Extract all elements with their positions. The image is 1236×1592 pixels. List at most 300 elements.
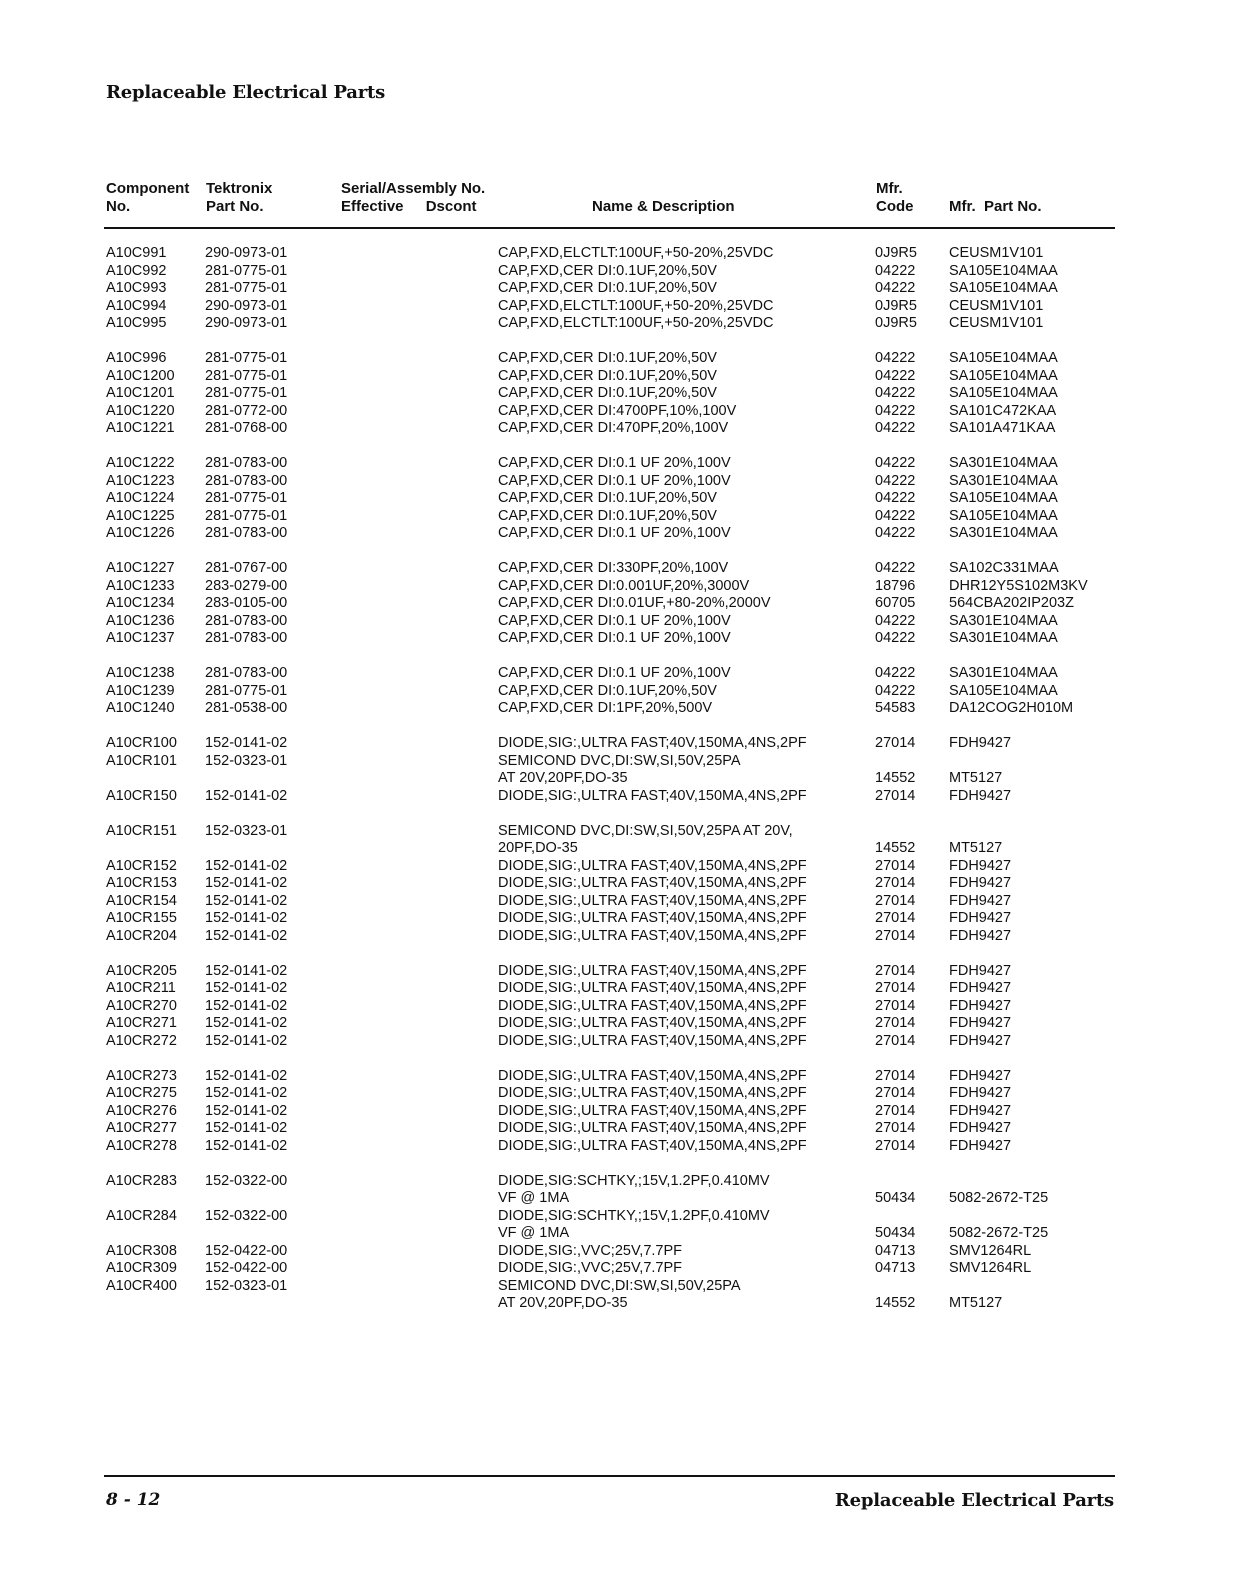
mfr-part-no-cell: FDH9427 <box>949 1137 1012 1154</box>
description-cell: DIODE,SIG:,VVC;25V,7.7PF <box>498 1242 683 1259</box>
component-no-cell: A10CR277 <box>106 1120 177 1136</box>
mfr-code-cell: 27014 <box>875 1032 916 1049</box>
table-row <box>0 893 1236 911</box>
description-cell: VF @ 1MA <box>498 1225 570 1241</box>
table-row <box>0 980 1236 998</box>
table-row <box>0 420 1236 438</box>
mfr-code-cell: 04222 <box>875 490 916 506</box>
description-cell: 20PF,DO-35 <box>498 840 578 856</box>
mfr-part-no-cell: FDH9427 <box>949 1015 1012 1031</box>
mfr-part-no-cell: FDH9427 <box>949 875 1012 891</box>
header-tektronix <box>206 180 272 216</box>
description-cell: CAP,FXD,CER DI:0.1 UF 20%,100V <box>498 630 731 646</box>
tektronix-part-no-cell: 152-0141-02 <box>205 997 288 1014</box>
mfr-part-no-cell: SA105E104MAA <box>949 262 1058 279</box>
description-cell: DIODE,SIG:,ULTRA FAST;40V,150MA,4NS,2PF <box>498 787 807 804</box>
component-no-cell: A10CR204 <box>106 927 177 944</box>
description-cell: DIODE,SIG:,ULTRA FAST;40V,150MA,4NS,2PF <box>498 875 807 891</box>
tektronix-part-no-cell: 152-0141-02 <box>205 980 288 996</box>
mfr-part-no-cell: SA301E104MAA <box>949 472 1058 489</box>
description-cell: CAP,FXD,CER DI:0.1 UF 20%,100V <box>498 472 731 489</box>
description-cell: DIODE,SIG:SCHTKY,;15V,1.2PF,0.410MV <box>498 1207 770 1224</box>
tektronix-part-no-cell: 152-0141-02 <box>205 1067 288 1084</box>
mfr-part-no-cell: FDH9427 <box>949 892 1012 909</box>
mfr-part-no-cell: 5082-2672-T25 <box>949 1225 1049 1241</box>
header-part-no-label: Part No. <box>206 198 264 215</box>
table-row <box>0 735 1236 753</box>
tektronix-part-no-cell: 281-0775-01 <box>205 280 288 296</box>
header-component-label: Component <box>106 180 190 197</box>
component-no-cell: A10C995 <box>106 315 167 331</box>
table-row <box>0 700 1236 718</box>
table-row <box>0 1033 1236 1051</box>
header-component <box>106 180 189 216</box>
table-row <box>0 1260 1236 1278</box>
component-no-cell: A10C993 <box>106 280 167 296</box>
table-row <box>0 613 1236 631</box>
mfr-code-cell: 27014 <box>875 735 916 751</box>
mfr-part-no-cell: FDH9427 <box>949 962 1012 979</box>
mfr-code-cell: 04222 <box>875 350 916 366</box>
tektronix-part-no-cell: 281-0783-00 <box>205 630 288 646</box>
description-cell: CAP,FXD,CER DI:0.1 UF 20%,100V <box>498 455 731 471</box>
mfr-code-cell: 60705 <box>875 595 916 611</box>
description-cell: DIODE,SIG:,ULTRA FAST;40V,150MA,4NS,2PF <box>498 857 807 874</box>
page-title: Replaceable Electrical Parts <box>106 82 386 103</box>
table-row <box>0 490 1236 508</box>
mfr-code-cell: 27014 <box>875 997 916 1014</box>
mfr-code-cell: 27014 <box>875 1120 916 1136</box>
tektronix-part-no-cell: 152-0141-02 <box>205 735 288 751</box>
component-no-cell: A10C1233 <box>106 577 175 594</box>
mfr-code-cell: 04222 <box>875 367 916 384</box>
mfr-code-cell: 04222 <box>875 682 916 699</box>
table-row <box>0 560 1236 578</box>
description-cell: DIODE,SIG:,ULTRA FAST;40V,150MA,4NS,2PF <box>498 1137 807 1154</box>
component-no-cell: A10C1222 <box>106 455 175 471</box>
header-serial-label: Serial/Assembly No. <box>341 180 486 197</box>
mfr-part-no-cell: MT5127 <box>949 770 1003 786</box>
description-cell: CAP,FXD,ELCTLT:100UF,+50-20%,25VDC <box>498 315 774 331</box>
component-no-cell: A10C1234 <box>106 595 175 611</box>
mfr-part-no-cell: MT5127 <box>949 1295 1003 1311</box>
tektronix-part-no-cell: 152-0141-02 <box>205 1120 288 1136</box>
mfr-part-no-cell: SA105E104MAA <box>949 682 1058 699</box>
component-no-cell: A10CR270 <box>106 997 177 1014</box>
mfr-part-no-cell: SMV1264RL <box>949 1242 1032 1259</box>
tektronix-part-no-cell: 152-0422-00 <box>205 1242 288 1259</box>
table-row <box>0 875 1236 893</box>
header-component-no-label: No. <box>106 198 131 215</box>
component-no-cell: A10CR283 <box>106 1172 177 1189</box>
component-no-cell: A10C1236 <box>106 612 175 629</box>
component-no-cell: A10CR150 <box>106 787 177 804</box>
mfr-code-cell: 04222 <box>875 385 916 401</box>
tektronix-part-no-cell: 281-0775-01 <box>205 385 288 401</box>
table-row <box>0 1225 1236 1243</box>
mfr-part-no-cell: FDH9427 <box>949 1102 1012 1119</box>
tektronix-part-no-cell: 152-0422-00 <box>205 1260 288 1276</box>
mfr-code-cell: 04222 <box>875 455 916 471</box>
tektronix-part-no-cell: 152-0141-02 <box>205 1085 288 1101</box>
header-mfr-label: Mfr. <box>876 180 903 197</box>
tektronix-part-no-cell: 152-0141-02 <box>205 1137 288 1154</box>
tektronix-part-no-cell: 281-0775-01 <box>205 682 288 699</box>
mfr-part-no-cell: DA12COG2H010M <box>949 700 1074 716</box>
mfr-code-cell: 04222 <box>875 420 916 436</box>
description-cell: VF @ 1MA <box>498 1190 570 1206</box>
description-cell: CAP,FXD,CER DI:470PF,20%,100V <box>498 420 729 436</box>
table-row <box>0 1243 1236 1261</box>
component-no-cell: A10C992 <box>106 262 167 279</box>
header-tektronix-label: Tektronix <box>206 180 273 197</box>
component-no-cell: A10CR155 <box>106 910 177 926</box>
description-cell: DIODE,SIG:,ULTRA FAST;40V,150MA,4NS,2PF <box>498 1102 807 1119</box>
tektronix-part-no-cell: 281-0767-00 <box>205 560 288 576</box>
mfr-code-cell: 14552 <box>875 1295 916 1311</box>
mfr-part-no-cell: SA301E104MAA <box>949 455 1058 471</box>
description-cell: SEMICOND DVC,DI:SW,SI,50V,25PA <box>498 1277 741 1294</box>
table-row <box>0 683 1236 701</box>
description-cell: CAP,FXD,CER DI:0.1UF,20%,50V <box>498 350 717 366</box>
mfr-part-no-cell: SA301E104MAA <box>949 665 1058 681</box>
mfr-part-no-cell: CEUSM1V101 <box>949 315 1044 331</box>
mfr-code-cell: 04222 <box>875 560 916 576</box>
table-row <box>0 455 1236 473</box>
table-row <box>0 245 1236 263</box>
description-cell: CAP,FXD,CER DI:0.01UF,+80-20%,2000V <box>498 595 771 611</box>
mfr-code-cell: 27014 <box>875 857 916 874</box>
tektronix-part-no-cell: 152-0141-02 <box>205 1032 288 1049</box>
mfr-part-no-cell: FDH9427 <box>949 857 1012 874</box>
component-no-cell: A10C1224 <box>106 490 175 506</box>
mfr-part-no-cell: FDH9427 <box>949 1120 1012 1136</box>
mfr-code-cell: 27014 <box>875 1102 916 1119</box>
table-row <box>0 385 1236 403</box>
mfr-part-no-cell: FDH9427 <box>949 927 1012 944</box>
mfr-code-cell: 27014 <box>875 787 916 804</box>
mfr-code-cell: 04713 <box>875 1242 916 1259</box>
mfr-part-no-cell: SA105E104MAA <box>949 507 1058 524</box>
component-no-cell: A10CR272 <box>106 1032 177 1049</box>
mfr-part-no-cell: 564CBA202IP203Z <box>949 595 1074 611</box>
tektronix-part-no-cell: 281-0775-01 <box>205 262 288 279</box>
tektronix-part-no-cell: 152-0141-02 <box>205 927 288 944</box>
description-cell: AT 20V,20PF,DO-35 <box>498 1295 628 1311</box>
table-row <box>0 910 1236 928</box>
mfr-code-cell: 27014 <box>875 1067 916 1084</box>
component-no-cell: A10C1227 <box>106 560 175 576</box>
tektronix-part-no-cell: 283-0279-00 <box>205 577 288 594</box>
mfr-part-no-cell: SMV1264RL <box>949 1260 1032 1276</box>
table-row <box>0 473 1236 491</box>
tektronix-part-no-cell: 152-0323-01 <box>205 1277 288 1294</box>
mfr-part-no-cell: FDH9427 <box>949 1085 1012 1101</box>
mfr-code-cell: 27014 <box>875 927 916 944</box>
component-no-cell: A10CR308 <box>106 1242 177 1259</box>
description-cell: DIODE,SIG:SCHTKY,;15V,1.2PF,0.410MV <box>498 1172 770 1189</box>
component-no-cell: A10CR151 <box>106 822 177 839</box>
table-row <box>0 1173 1236 1191</box>
mfr-code-cell: 27014 <box>875 875 916 891</box>
description-cell: DIODE,SIG:,ULTRA FAST;40V,150MA,4NS,2PF <box>498 980 807 996</box>
description-cell: CAP,FXD,CER DI:0.1UF,20%,50V <box>498 682 717 699</box>
tektronix-part-no-cell: 281-0775-01 <box>205 490 288 506</box>
description-cell: SEMICOND DVC,DI:SW,SI,50V,25PA AT 20V, <box>498 822 793 839</box>
tektronix-part-no-cell: 290-0973-01 <box>205 245 288 261</box>
table-row <box>0 1068 1236 1086</box>
tektronix-part-no-cell: 281-0783-00 <box>205 612 288 629</box>
mfr-code-cell: 04222 <box>875 630 916 646</box>
component-no-cell: A10C1221 <box>106 420 175 436</box>
tektronix-part-no-cell: 152-0141-02 <box>205 875 288 891</box>
description-cell: CAP,FXD,CER DI:0.1UF,20%,50V <box>498 367 717 384</box>
description-cell: DIODE,SIG:,ULTRA FAST;40V,150MA,4NS,2PF <box>498 735 807 751</box>
mfr-code-cell: 50434 <box>875 1190 916 1206</box>
mfr-code-cell: 27014 <box>875 980 916 996</box>
component-no-cell: A10CR275 <box>106 1085 177 1101</box>
component-no-cell: A10CR278 <box>106 1137 177 1154</box>
tektronix-part-no-cell: 281-0538-00 <box>205 700 288 716</box>
table-row <box>0 840 1236 858</box>
component-no-cell: A10C1237 <box>106 630 175 646</box>
mfr-part-no-cell: SA101C472KAA <box>949 402 1057 419</box>
component-no-cell: A10C991 <box>106 245 167 261</box>
table-row <box>0 350 1236 368</box>
mfr-part-no-cell: SA105E104MAA <box>949 280 1058 296</box>
table-row <box>0 630 1236 648</box>
mfr-part-no-cell: CEUSM1V101 <box>949 245 1044 261</box>
mfr-code-cell: 04222 <box>875 525 916 541</box>
component-no-cell: A10CR284 <box>106 1207 177 1224</box>
table-row <box>0 508 1236 526</box>
description-cell: DIODE,SIG:,ULTRA FAST;40V,150MA,4NS,2PF <box>498 997 807 1014</box>
component-no-cell: A10C1220 <box>106 402 175 419</box>
component-no-cell: A10CR153 <box>106 875 177 891</box>
description-cell: CAP,FXD,CER DI:0.1UF,20%,50V <box>498 507 717 524</box>
description-cell: DIODE,SIG:,ULTRA FAST;40V,150MA,4NS,2PF <box>498 1085 807 1101</box>
header-code-label: Code <box>876 198 914 215</box>
mfr-part-no-cell: SA101A471KAA <box>949 420 1056 436</box>
mfr-part-no-cell: SA301E104MAA <box>949 612 1058 629</box>
mfr-code-cell: 27014 <box>875 962 916 979</box>
mfr-part-no-cell: FDH9427 <box>949 997 1012 1014</box>
mfr-part-no-cell: SA102C331MAA <box>949 560 1059 576</box>
tektronix-part-no-cell: 152-0141-02 <box>205 1102 288 1119</box>
table-row <box>0 963 1236 981</box>
mfr-part-no-cell: SA105E104MAA <box>949 350 1058 366</box>
description-cell: CAP,FXD,CER DI:0.1UF,20%,50V <box>498 280 717 296</box>
description-cell: DIODE,SIG:,ULTRA FAST;40V,150MA,4NS,2PF <box>498 1032 807 1049</box>
tektronix-part-no-cell: 281-0772-00 <box>205 402 288 419</box>
table-row <box>0 315 1236 333</box>
component-no-cell: A10C994 <box>106 297 167 314</box>
table-row <box>0 928 1236 946</box>
mfr-code-cell: 04222 <box>875 472 916 489</box>
table-row <box>0 1138 1236 1156</box>
description-cell: CAP,FXD,CER DI:0.1 UF 20%,100V <box>498 525 731 541</box>
table-row <box>0 595 1236 613</box>
table-row <box>0 1208 1236 1226</box>
tektronix-part-no-cell: 152-0322-00 <box>205 1172 288 1189</box>
description-cell: DIODE,SIG:,ULTRA FAST;40V,150MA,4NS,2PF <box>498 927 807 944</box>
component-no-cell: A10C1201 <box>106 385 175 401</box>
mfr-part-no-cell: 5082-2672-T25 <box>949 1190 1049 1206</box>
component-no-cell: A10CR154 <box>106 892 177 909</box>
table-row <box>0 403 1236 421</box>
description-cell: CAP,FXD,CER DI:0.1UF,20%,50V <box>498 490 717 506</box>
tektronix-part-no-cell: 281-0783-00 <box>205 665 288 681</box>
tektronix-part-no-cell: 281-0783-00 <box>205 472 288 489</box>
tektronix-part-no-cell: 281-0775-01 <box>205 507 288 524</box>
tektronix-part-no-cell: 281-0775-01 <box>205 367 288 384</box>
description-cell: DIODE,SIG:,ULTRA FAST;40V,150MA,4NS,2PF <box>498 910 807 926</box>
mfr-part-no-cell: SA105E104MAA <box>949 385 1058 401</box>
tektronix-part-no-cell: 152-0141-02 <box>205 1015 288 1031</box>
component-no-cell: A10CR211 <box>106 980 176 996</box>
header-rule <box>104 227 1115 229</box>
component-no-cell: A10C1239 <box>106 682 175 699</box>
description-cell: CAP,FXD,CER DI:0.1 UF 20%,100V <box>498 665 731 681</box>
description-cell: CAP,FXD,CER DI:0.1 UF 20%,100V <box>498 612 731 629</box>
header-dscont-label: Dscont <box>425 198 477 215</box>
component-no-cell: A10C1240 <box>106 700 175 716</box>
mfr-code-cell: 0J9R5 <box>875 297 917 314</box>
tektronix-part-no-cell: 281-0783-00 <box>205 455 288 471</box>
description-cell: CAP,FXD,CER DI:330PF,20%,100V <box>498 560 729 576</box>
tektronix-part-no-cell: 281-0775-01 <box>205 350 288 366</box>
tektronix-part-no-cell: 281-0768-00 <box>205 420 288 436</box>
description-cell: CAP,FXD,CER DI:1PF,20%,500V <box>498 700 713 716</box>
table-row <box>0 1103 1236 1121</box>
component-no-cell: A10C996 <box>106 350 167 366</box>
mfr-part-no-cell: FDH9427 <box>949 787 1012 804</box>
footer-title: Replaceable Electrical Parts <box>834 1490 1114 1511</box>
mfr-part-no-cell: SA301E104MAA <box>949 630 1058 646</box>
table-row <box>0 1190 1236 1208</box>
mfr-code-cell: 04222 <box>875 262 916 279</box>
tektronix-part-no-cell: 152-0141-02 <box>205 787 288 804</box>
component-no-cell: A10CR400 <box>106 1277 177 1294</box>
mfr-part-no-cell: SA301E104MAA <box>949 525 1058 541</box>
table-row <box>0 1015 1236 1033</box>
tektronix-part-no-cell: 283-0105-00 <box>205 595 288 611</box>
component-no-cell: A10CR271 <box>106 1015 177 1031</box>
component-no-cell: A10CR276 <box>106 1102 177 1119</box>
mfr-part-no-cell: SA105E104MAA <box>949 367 1058 384</box>
description-cell: CAP,FXD,CER DI:0.1UF,20%,50V <box>498 262 717 279</box>
table-row <box>0 1085 1236 1103</box>
description-cell: AT 20V,20PF,DO-35 <box>498 770 628 786</box>
description-cell: DIODE,SIG:,ULTRA FAST;40V,150MA,4NS,2PF <box>498 962 807 979</box>
mfr-code-cell: 18796 <box>875 577 916 594</box>
description-cell: DIODE,SIG:,ULTRA FAST;40V,150MA,4NS,2PF <box>498 1015 807 1031</box>
mfr-part-no-cell: DHR12Y5S102M3KV <box>949 577 1088 594</box>
description-cell: CAP,FXD,ELCTLT:100UF,+50-20%,25VDC <box>498 297 774 314</box>
table-row <box>0 1278 1236 1296</box>
tektronix-part-no-cell: 290-0973-01 <box>205 297 288 314</box>
header-mfr-part-no: Mfr. Part No. <box>949 198 1042 215</box>
description-cell: DIODE,SIG:,VVC;25V,7.7PF <box>498 1260 683 1276</box>
header-name-description: Name & Description <box>592 198 735 215</box>
mfr-code-cell: 04713 <box>875 1260 916 1276</box>
mfr-code-cell: 27014 <box>875 910 916 926</box>
table-row <box>0 298 1236 316</box>
tektronix-part-no-cell: 152-0141-02 <box>205 892 288 909</box>
mfr-code-cell: 04222 <box>875 612 916 629</box>
tektronix-part-no-cell: 152-0323-01 <box>205 822 288 839</box>
table-row <box>0 998 1236 1016</box>
mfr-code-cell: 04222 <box>875 402 916 419</box>
mfr-part-no-cell: FDH9427 <box>949 1032 1012 1049</box>
parts-table <box>0 245 1236 1313</box>
table-row <box>0 525 1236 543</box>
table-row <box>0 1120 1236 1138</box>
mfr-part-no-cell: FDH9427 <box>949 1067 1012 1084</box>
mfr-part-no-cell: MT5127 <box>949 840 1003 856</box>
component-no-cell: A10C1226 <box>106 525 175 541</box>
mfr-code-cell: 54583 <box>875 700 916 716</box>
component-no-cell: A10CR309 <box>106 1260 177 1276</box>
description-cell: CAP,FXD,CER DI:4700PF,10%,100V <box>498 402 737 419</box>
table-row <box>0 788 1236 806</box>
table-row <box>0 578 1236 596</box>
description-cell: CAP,FXD,CER DI:0.1UF,20%,50V <box>498 385 717 401</box>
mfr-code-cell: 04222 <box>875 665 916 681</box>
mfr-part-no-cell: FDH9427 <box>949 735 1012 751</box>
page-number: 8 - 12 <box>106 1490 161 1510</box>
component-no-cell: A10CR101 <box>106 752 177 769</box>
mfr-code-cell: 04222 <box>875 280 916 296</box>
description-cell: SEMICOND DVC,DI:SW,SI,50V,25PA <box>498 752 741 769</box>
table-row <box>0 368 1236 386</box>
table-row <box>0 665 1236 683</box>
description-cell: CAP,FXD,ELCTLT:100UF,+50-20%,25VDC <box>498 245 774 261</box>
mfr-part-no-cell: CEUSM1V101 <box>949 297 1044 314</box>
header-serial <box>341 180 485 216</box>
component-no-cell: A10C1200 <box>106 367 175 384</box>
component-no-cell: A10CR205 <box>106 962 177 979</box>
mfr-code-cell: 14552 <box>875 840 916 856</box>
footer-rule <box>104 1475 1115 1477</box>
mfr-code-cell: 27014 <box>875 1137 916 1154</box>
tektronix-part-no-cell: 152-0322-00 <box>205 1207 288 1224</box>
tektronix-part-no-cell: 152-0141-02 <box>205 857 288 874</box>
mfr-code-cell: 27014 <box>875 1085 916 1101</box>
tektronix-part-no-cell: 152-0141-02 <box>205 910 288 926</box>
description-cell: DIODE,SIG:,ULTRA FAST;40V,150MA,4NS,2PF <box>498 1067 807 1084</box>
mfr-part-no-cell: FDH9427 <box>949 980 1012 996</box>
table-row <box>0 263 1236 281</box>
mfr-code-cell: 04222 <box>875 507 916 524</box>
component-no-cell: A10CR273 <box>106 1067 177 1084</box>
header-effective-label: Effective <box>341 198 404 215</box>
mfr-code-cell: 27014 <box>875 1015 916 1031</box>
tektronix-part-no-cell: 152-0323-01 <box>205 752 288 769</box>
mfr-code-cell: 27014 <box>875 892 916 909</box>
mfr-part-no-cell: FDH9427 <box>949 910 1012 926</box>
mfr-code-cell: 50434 <box>875 1225 916 1241</box>
mfr-code-cell: 0J9R5 <box>875 315 917 331</box>
table-row <box>0 753 1236 771</box>
tektronix-part-no-cell: 152-0141-02 <box>205 962 288 979</box>
table-row <box>0 280 1236 298</box>
component-no-cell: A10C1238 <box>106 665 175 681</box>
tektronix-part-no-cell: 290-0973-01 <box>205 315 288 331</box>
component-no-cell: A10C1223 <box>106 472 175 489</box>
header-mfr-code <box>876 180 914 216</box>
description-cell: DIODE,SIG:,ULTRA FAST;40V,150MA,4NS,2PF <box>498 892 807 909</box>
